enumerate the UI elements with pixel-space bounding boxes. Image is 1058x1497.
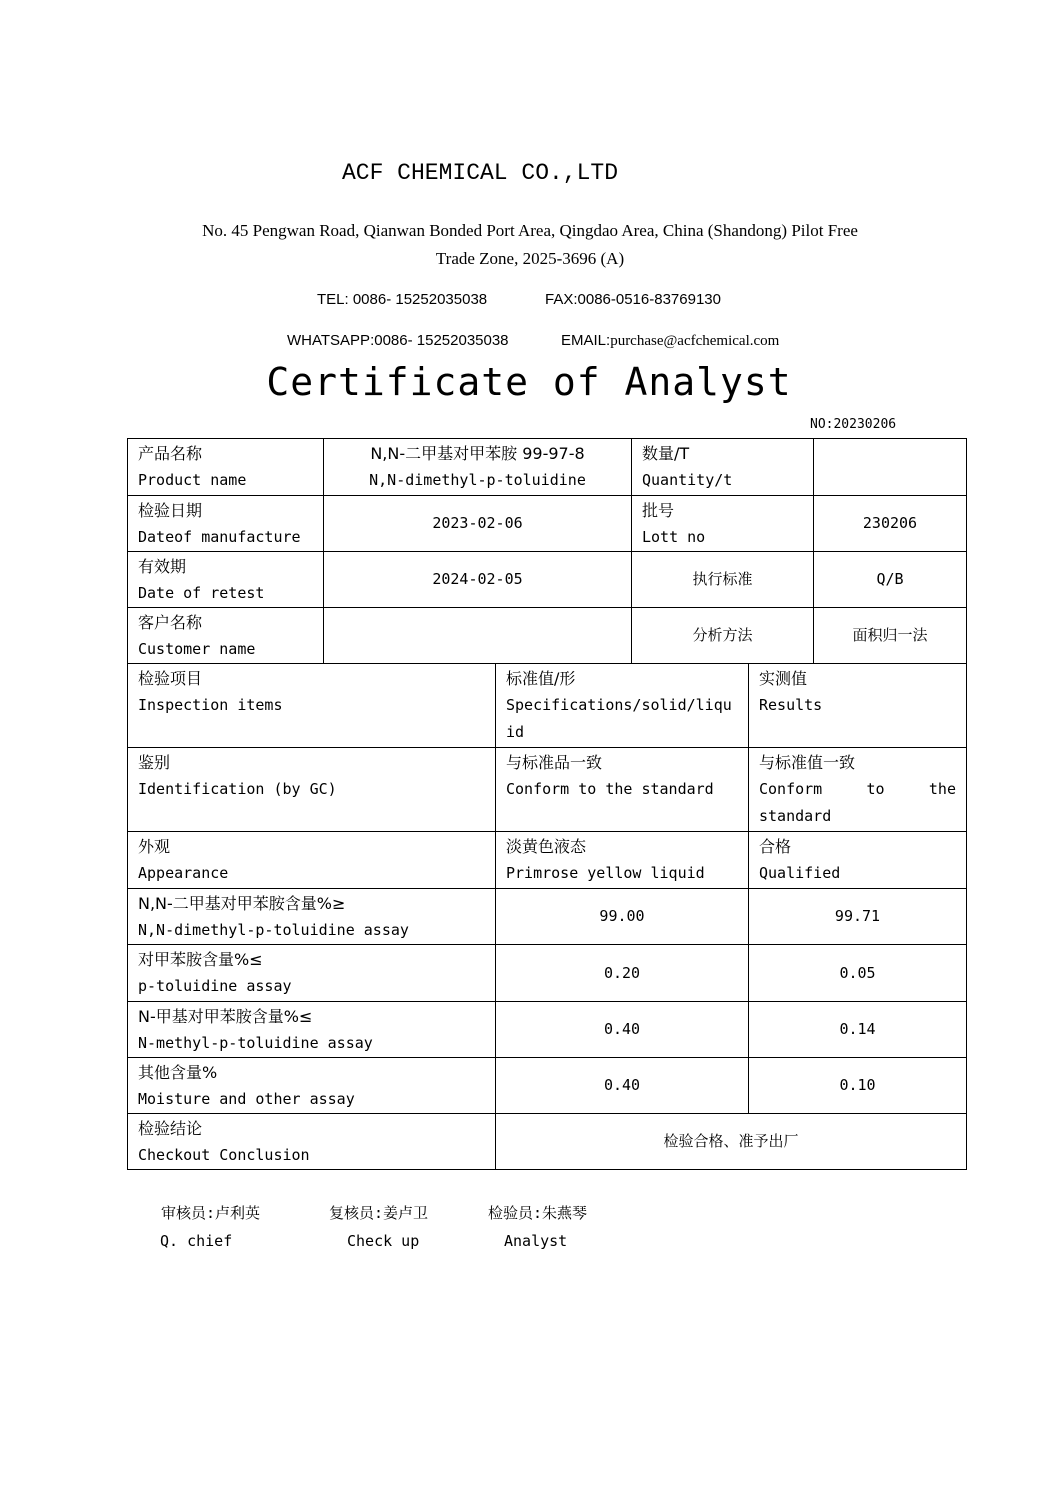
spec-p-toluidine: 0.20 <box>496 945 749 1002</box>
item-p-toluidine: 对甲苯胺含量%≤ p-toluidine assay <box>128 945 496 1002</box>
whatsapp: WHATSAPP:0086- 15252035038 <box>287 332 509 349</box>
header-inspection-items: 检验项目 Inspection items <box>128 664 496 748</box>
address-line-1: No. 45 Pengwan Road, Qianwan Bonded Port Area, Qingdao Area, China (Shandong) Pilot Free <box>202 221 858 240</box>
customer-value <box>324 608 632 664</box>
signature-q-chief-en: Q. chief <box>160 1232 233 1250</box>
table-row <box>128 945 967 1002</box>
analysis-table <box>127 438 967 1170</box>
signature-analyst-en: Analyst <box>504 1232 568 1250</box>
signature-check-up-en: Check up <box>347 1232 420 1250</box>
header-results: 实测值 Results <box>749 664 967 748</box>
standard-label: 执行标准 <box>632 552 814 608</box>
signature-q-chief: 审核员:卢利英 <box>161 1204 261 1222</box>
item-appearance: 外观 Appearance <box>128 832 496 889</box>
spec-n-methyl: 0.40 <box>496 1002 749 1058</box>
customer-row <box>128 608 967 664</box>
standard-value: Q/B <box>814 552 967 608</box>
item-assay: N,N-二甲基对甲苯胺含量%≥ N,N-dimethyl-p-toluidine assay <box>128 889 496 945</box>
lot-label: 批号 Lott no <box>632 496 814 552</box>
quantity-label: 数量/T Quantity/t <box>632 439 814 496</box>
product-name-value: N,N-二甲基对甲苯胺 99-97-8 N,N-dimethyl-p-toluidine <box>324 439 632 496</box>
method-label: 分析方法 <box>632 608 814 664</box>
table-row <box>128 748 967 832</box>
result-other: 0.10 <box>749 1058 967 1114</box>
table-row <box>128 832 967 889</box>
certificate-number: NO:20230206 <box>810 417 897 432</box>
spec-assay: 99.00 <box>496 889 749 945</box>
conclusion-row <box>128 1114 967 1170</box>
result-identification: 与标准值一致 Conform to the standard <box>749 748 967 832</box>
result-p-toluidine: 0.05 <box>749 945 967 1002</box>
header-specifications: 标准值/形 Specifications/solid/liquid <box>496 664 749 748</box>
customer-label: 客户名称 Customer name <box>128 608 324 664</box>
spec-appearance: 淡黄色液态 Primrose yellow liquid <box>496 832 749 889</box>
tel: TEL: 0086- 15252035038 <box>317 291 488 308</box>
signature-check-up: 复核员:姜卢卫 <box>329 1204 429 1222</box>
result-assay: 99.71 <box>749 889 967 945</box>
product-name-label: 产品名称 Product name <box>128 439 324 496</box>
table-row <box>128 889 967 945</box>
retest-value: 2024-02-05 <box>324 552 632 608</box>
product-row <box>128 439 967 496</box>
method-value: 面积归一法 <box>814 608 967 664</box>
spec-other: 0.40 <box>496 1058 749 1114</box>
item-identification: 鉴别 Identification (by GC) <box>128 748 496 832</box>
column-header-row <box>128 664 967 748</box>
email <box>561 332 779 350</box>
table-row <box>128 1002 967 1058</box>
document-title: Certificate of Analyst <box>266 360 792 404</box>
conclusion-value: 检验合格、准予出厂 <box>496 1114 967 1170</box>
item-other: 其他含量% Moisture and other assay <box>128 1058 496 1114</box>
table-row <box>128 1058 967 1114</box>
email-label: EMAIL: <box>561 332 611 349</box>
date-value: 2023-02-06 <box>324 496 632 552</box>
result-appearance: 合格 Qualified <box>749 832 967 889</box>
item-n-methyl: N-甲基对甲苯胺含量%≤ N-methyl-p-toluidine assay <box>128 1002 496 1058</box>
date-row <box>128 496 967 552</box>
date-label: 检验日期 Dateof manufacture <box>128 496 324 552</box>
retest-row <box>128 552 967 608</box>
address-line-2: Trade Zone, 2025-3696 (A) <box>435 249 625 268</box>
company-address <box>150 217 910 273</box>
quantity-value <box>814 439 967 496</box>
conclusion-label: 检验结论 Checkout Conclusion <box>128 1114 496 1170</box>
spec-identification: 与标准品一致 Conform to the standard <box>496 748 749 832</box>
result-n-methyl: 0.14 <box>749 1002 967 1058</box>
retest-label: 有效期 Date of retest <box>128 552 324 608</box>
signature-analyst: 检验员:朱燕琴 <box>488 1204 588 1222</box>
company-name: ACF CHEMICAL CO.,LTD <box>341 160 619 186</box>
email-value: purchase@acfchemical.com <box>610 333 780 349</box>
fax: FAX:0086-0516-83769130 <box>545 291 721 308</box>
lot-value: 230206 <box>814 496 967 552</box>
